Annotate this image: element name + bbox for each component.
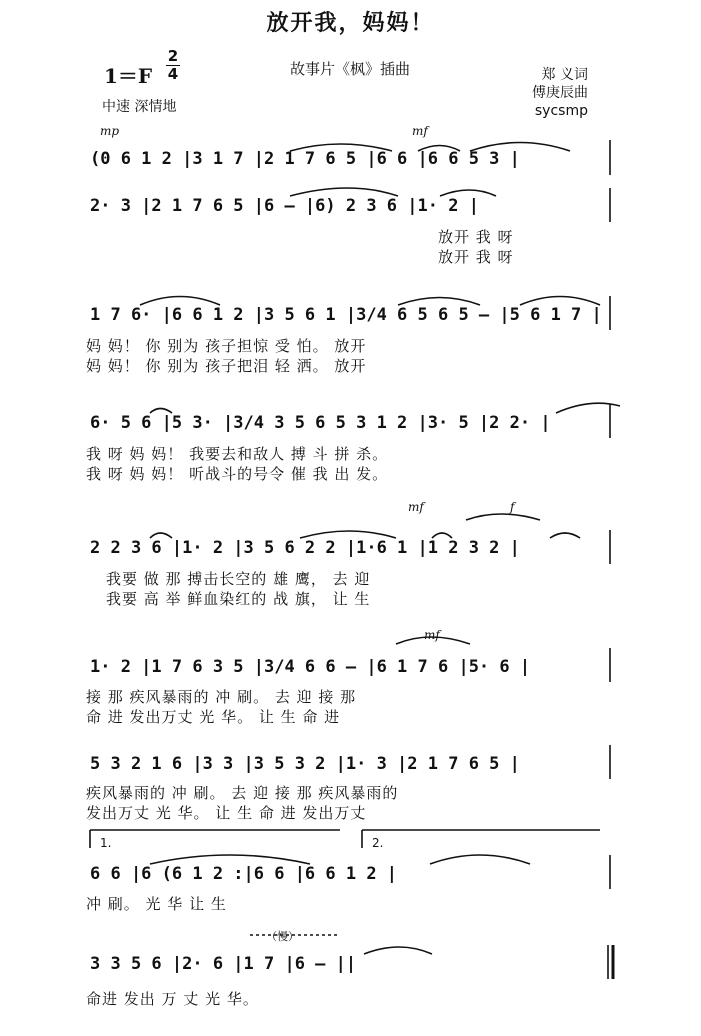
key-signature: 1＝F <box>104 64 153 88</box>
notation-line-2: 2· 3 |2 1 7 6 5 |6 — |6) 2 3 6 |1· 2 | <box>90 196 479 216</box>
notation-line-1: (0 6 1 2 |3 1 7 |2 1 7 6 5 |6 6 |6 6 5 3 | <box>90 149 520 169</box>
composer: 傅庚辰曲 <box>532 85 588 101</box>
lyrics-line-4b: 我 呀 妈 妈！ 听战斗的号令 催 我 出 发。 <box>86 465 389 483</box>
subtitle: 故事片《枫》插曲 <box>290 60 411 78</box>
notation-line-6: 1· 2 |1 7 6 3 5 |3/4 6 6 — |6 1 7 6 |5· 6 | <box>90 657 531 677</box>
dynamic-mark: mf <box>412 124 428 138</box>
volta-1: 1. <box>100 836 112 850</box>
lyrics-line-6a: 接 那 疾风暴雨的 冲 刷。 去 迎 接 那 <box>86 688 357 706</box>
meter-top: 2 <box>167 47 179 65</box>
lyrics-line-6b: 命 进 发出万丈 光 华。 让 生 命 进 <box>86 708 341 726</box>
lyrics-line-8: 冲 刷。 光 华 让 生 <box>86 895 227 913</box>
lyrics-line-5b: 我要 高 举 鲜血染红的 战 旗， 让 生 <box>106 590 371 608</box>
lyrics-line-5a: 我要 做 那 搏击长空的 雄 鹰， 去 迎 <box>106 570 371 588</box>
tempo-marking: 中速 深情地 <box>102 99 177 115</box>
dynamic-mark: mf <box>408 500 424 514</box>
dynamic-mark: mf <box>424 628 440 642</box>
lyrics-line-4a: 我 呀 妈 妈！ 我要去和敌人 搏 斗 拼 杀。 <box>86 445 389 463</box>
lyricist: 郑 义词 <box>541 67 588 83</box>
notation-line-5: 2 2 3 6 |1· 2 |3 5 6 2 2 |1·6 1 |1 2 3 2 | <box>90 538 520 558</box>
lyrics-line-3a: 妈 妈！ 你 别为 孩子担惊 受 怕。 放开 <box>86 337 367 355</box>
meter-bottom: 4 <box>167 65 179 83</box>
volta-2: 2. <box>372 836 384 850</box>
lyrics-line-9: 命进 发出 万 丈 光 华。 <box>86 990 259 1008</box>
uploader: sycsmp <box>534 103 588 119</box>
notation-line-3: 1 7 6· |6 6 1 2 |3 5 6 1 |3/4 6 5 6 5 — |5 6 1 7 | <box>90 305 602 325</box>
notation-line-7: 5 3 2 1 6 |3 3 |3 5 3 2 |1· 3 |2 1 7 6 5 | <box>90 754 520 774</box>
lyrics-line-7a: 疾风暴雨的 冲 刷。 去 迎 接 那 疾风暴雨的 <box>86 784 399 802</box>
lyrics-line-2b: 放开 我 呀 <box>438 248 514 266</box>
tempo-change-mark: （慢） <box>266 930 299 943</box>
song-title: 放开我，妈妈！ <box>266 10 435 36</box>
notation-line-9: 3 3 5 6 |2· 6 |1 7 |6 — || <box>90 954 357 974</box>
dynamic-mark: mp <box>100 124 120 138</box>
lyrics-line-3b: 妈 妈！ 你 别为 孩子把泪 轻 洒。 放开 <box>86 357 367 375</box>
lyrics-line-7b: 发出万丈 光 华。 让 生 命 进 发出万丈 <box>86 804 367 822</box>
notation-line-4: 6· 5 6 |5 3· |3/4 3 5 6 5 3 1 2 |3· 5 |2 2· | <box>90 413 551 433</box>
notation-line-8: 6 6 |6 (6 1 2 :|6 6 |6 6 1 2 | <box>90 864 398 884</box>
dynamic-mark: f <box>510 500 515 514</box>
lyrics-line-2a: 放开 我 呀 <box>438 228 514 246</box>
